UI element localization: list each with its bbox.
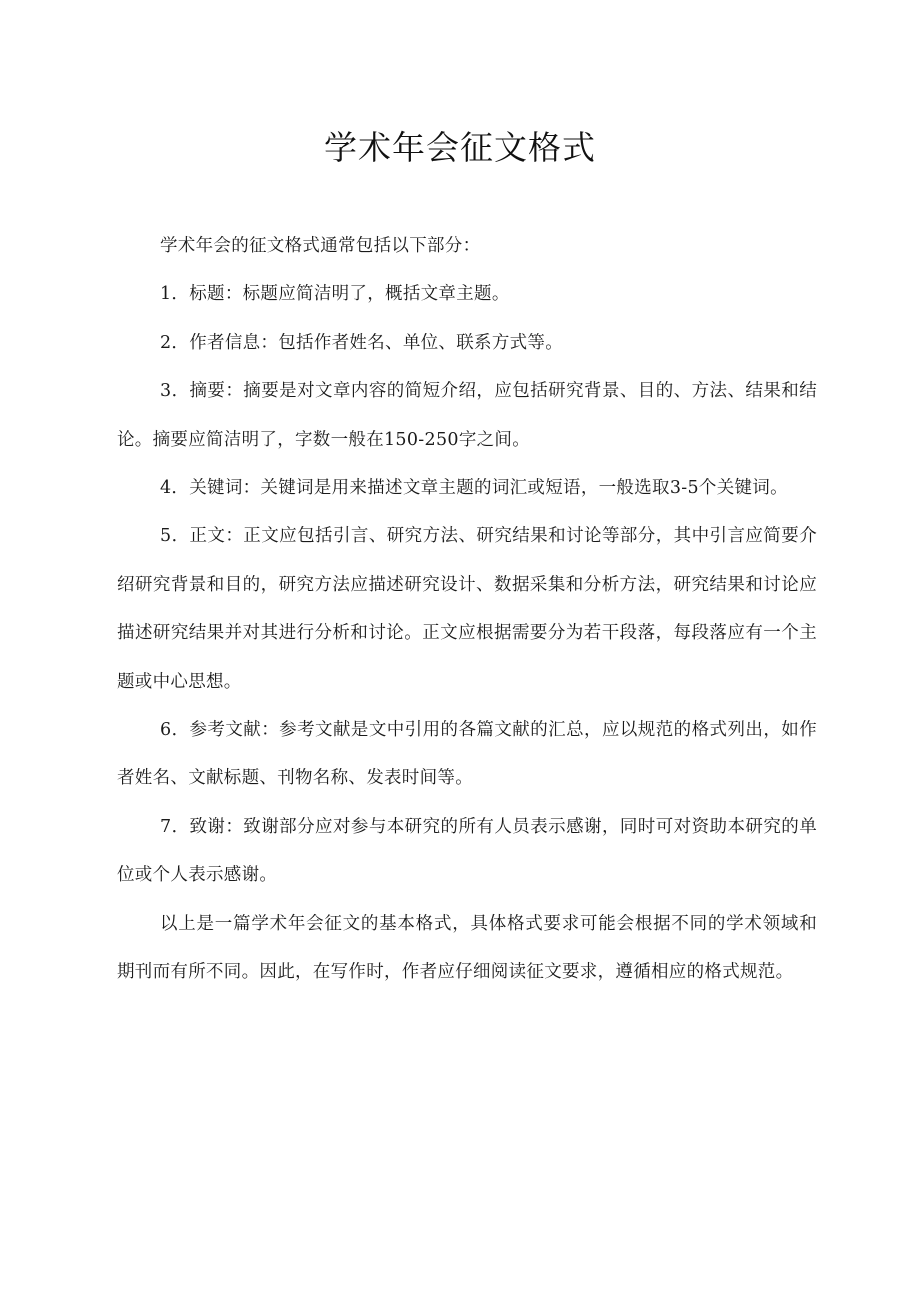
keywords-item-paragraph: 4．关键词：关键词是用来描述文章主题的词汇或短语，一般选取3-5个关键词。	[160, 478, 788, 499]
references-item-paragraph: 6．参考文献：参考文献是文中引用的各篇文献的汇总，应以规范的格式列出，如作者姓名、文献标题、刊物名称、发表时间等。	[117, 720, 817, 789]
document-body	[117, 222, 817, 997]
acknowledgements-item-paragraph: 7．致谢：致谢部分应对参与本研究的所有人员表示感谢，同时可对资助本研究的单位或个人表示感谢。	[117, 816, 817, 886]
document-title: 学术年会征文格式	[324, 128, 596, 167]
author-info-item-paragraph: 2．作者信息：包括作者姓名、单位、联系方式等。	[160, 332, 564, 353]
main-text-item-paragraph: 5．正文：正文应包括引言、研究方法、研究结果和讨论等部分，其中引言应简要介绍研究背景和目的，研究方法应描述研究设计、数据采集和分析方法，研究结果和讨论应描述研究结果并对其进行分析和讨论。正文应根据需要分为若干段落，每段落应有一个主题或中心思想。	[117, 526, 817, 692]
intro-paragraph: 学术年会的征文格式通常包括以下部分：	[160, 236, 481, 256]
conclusion-paragraph: 以上是一篇学术年会征文的基本格式，具体格式要求可能会根据不同的学术领域和期刊而有所不同。因此，在写作时，作者应仔细阅读征文要求，遵循相应的格式规范。	[117, 913, 817, 983]
abstract-item-paragraph: 3．摘要：摘要是对文章内容的简短介绍，应包括研究背景、目的、方法、结果和结论。摘要应简洁明了，字数一般在150-250字之间。	[117, 381, 817, 450]
title-item-paragraph: 1．标题：标题应简洁明了，概括文章主题。	[160, 284, 510, 305]
